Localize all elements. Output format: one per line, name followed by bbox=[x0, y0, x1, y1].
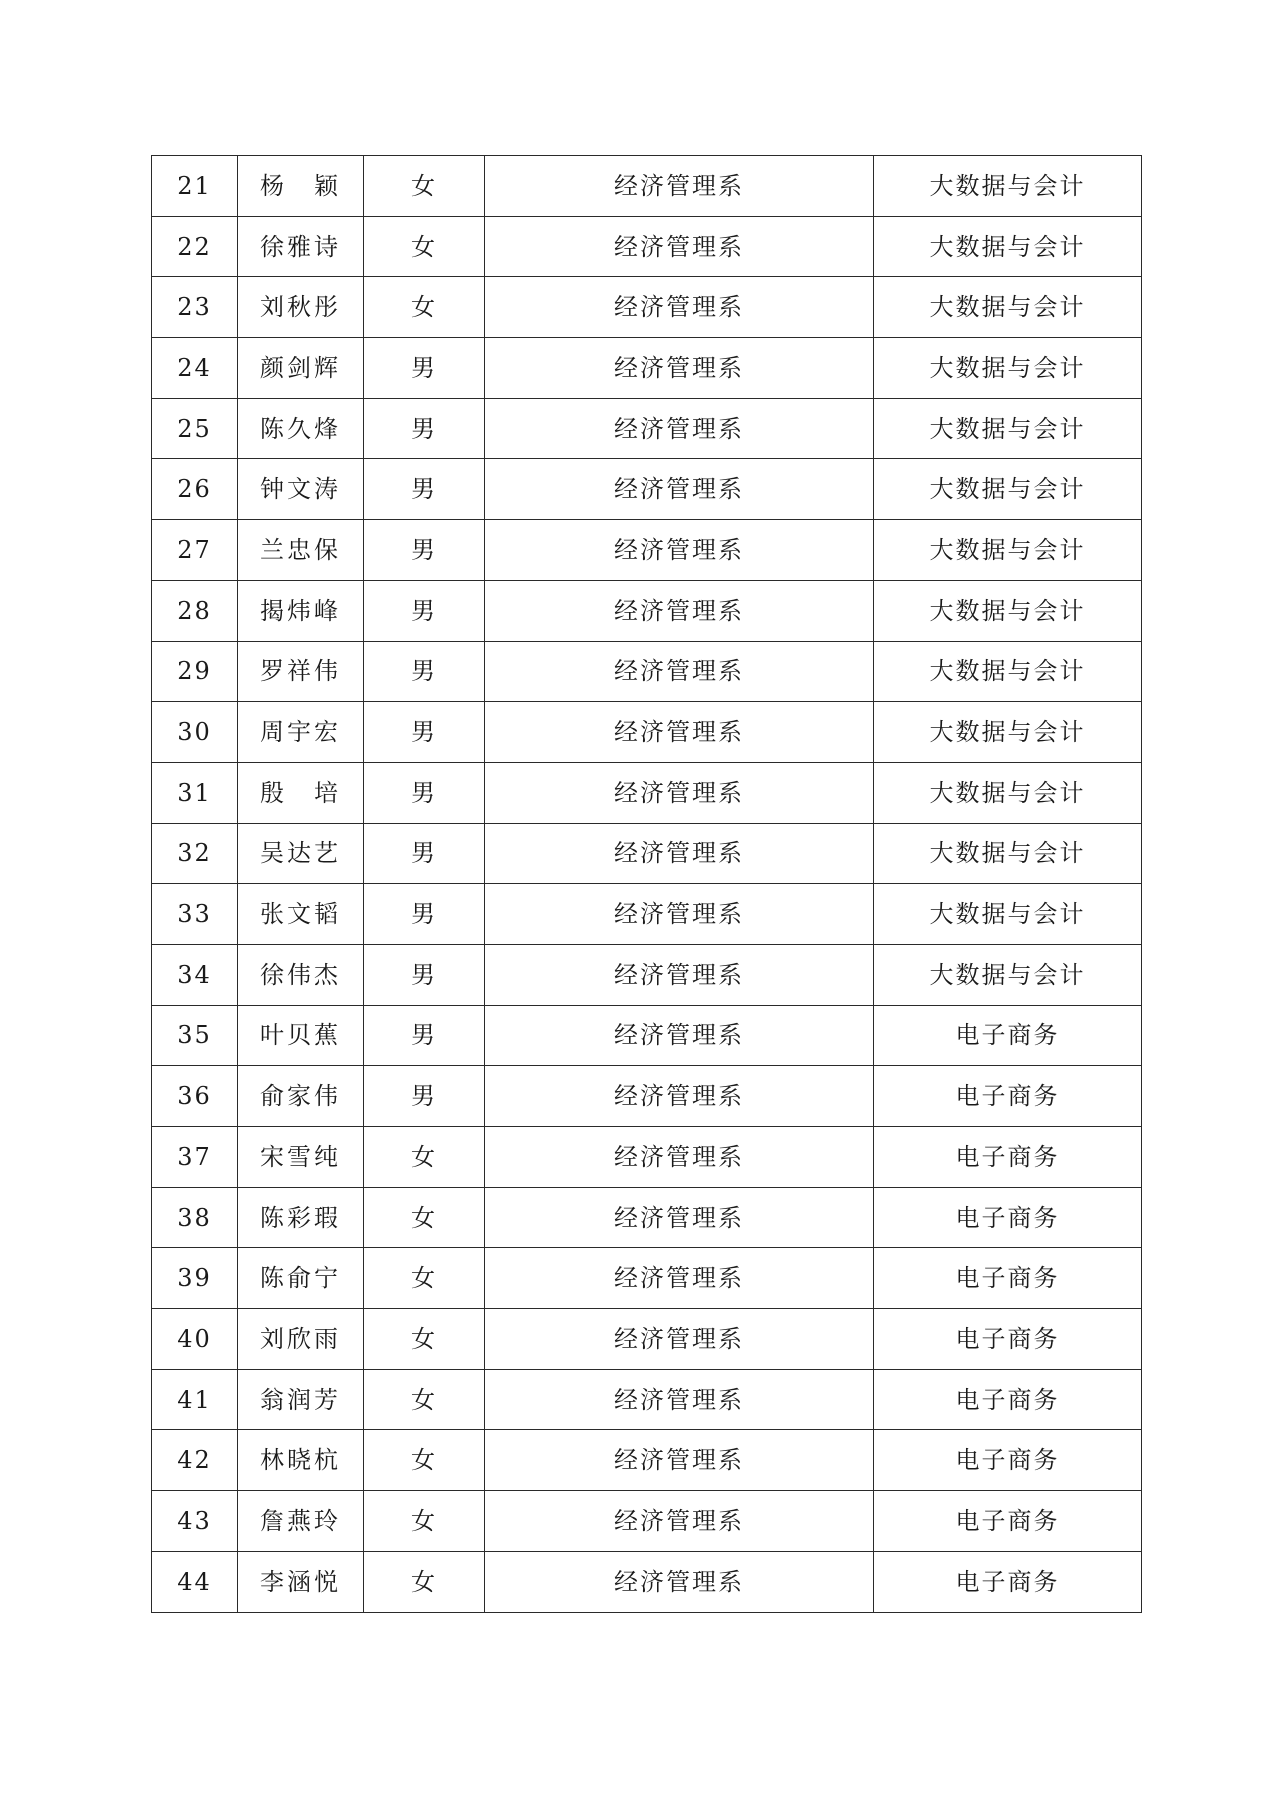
table-row bbox=[152, 1187, 1142, 1248]
cell-department: 经济管理系 bbox=[485, 1430, 874, 1491]
cell-name: 兰忠保 bbox=[238, 520, 364, 581]
cell-name: 宋雪纯 bbox=[238, 1127, 364, 1188]
cell-gender: 男 bbox=[364, 944, 485, 1005]
cell-major: 电子商务 bbox=[874, 1369, 1142, 1430]
table-row bbox=[152, 338, 1142, 399]
table-row bbox=[152, 580, 1142, 641]
cell-name: 吴达艺 bbox=[238, 823, 364, 884]
cell-major: 大数据与会计 bbox=[874, 459, 1142, 520]
cell-number: 36 bbox=[152, 1066, 238, 1127]
cell-major: 大数据与会计 bbox=[874, 641, 1142, 702]
cell-department: 经济管理系 bbox=[485, 398, 874, 459]
cell-name: 陈俞宁 bbox=[238, 1248, 364, 1309]
cell-name: 陈久烽 bbox=[238, 398, 364, 459]
cell-department: 经济管理系 bbox=[485, 1066, 874, 1127]
cell-gender: 男 bbox=[364, 338, 485, 399]
cell-major: 电子商务 bbox=[874, 1551, 1142, 1612]
cell-name: 刘欣雨 bbox=[238, 1309, 364, 1370]
cell-number: 38 bbox=[152, 1187, 238, 1248]
cell-number: 40 bbox=[152, 1309, 238, 1370]
cell-name: 罗祥伟 bbox=[238, 641, 364, 702]
cell-gender: 女 bbox=[364, 1187, 485, 1248]
cell-department: 经济管理系 bbox=[485, 156, 874, 217]
cell-major: 电子商务 bbox=[874, 1066, 1142, 1127]
cell-gender: 男 bbox=[364, 641, 485, 702]
cell-name: 周宇宏 bbox=[238, 702, 364, 763]
cell-gender: 男 bbox=[364, 702, 485, 763]
table-row bbox=[152, 520, 1142, 581]
cell-name: 詹燕玲 bbox=[238, 1491, 364, 1552]
cell-gender: 男 bbox=[364, 398, 485, 459]
cell-number: 24 bbox=[152, 338, 238, 399]
cell-number: 31 bbox=[152, 762, 238, 823]
cell-number: 21 bbox=[152, 156, 238, 217]
roster-body bbox=[152, 156, 1142, 1613]
cell-number: 29 bbox=[152, 641, 238, 702]
cell-name: 翁润芳 bbox=[238, 1369, 364, 1430]
cell-department: 经济管理系 bbox=[485, 520, 874, 581]
cell-department: 经济管理系 bbox=[485, 823, 874, 884]
cell-gender: 男 bbox=[364, 884, 485, 945]
cell-gender: 男 bbox=[364, 520, 485, 581]
cell-major: 大数据与会计 bbox=[874, 398, 1142, 459]
table-row bbox=[152, 944, 1142, 1005]
cell-name: 徐伟杰 bbox=[238, 944, 364, 1005]
cell-gender: 女 bbox=[364, 1430, 485, 1491]
cell-department: 经济管理系 bbox=[485, 459, 874, 520]
cell-department: 经济管理系 bbox=[485, 1248, 874, 1309]
table-row bbox=[152, 1248, 1142, 1309]
cell-major: 大数据与会计 bbox=[874, 702, 1142, 763]
cell-name: 张文韬 bbox=[238, 884, 364, 945]
table-row bbox=[152, 1491, 1142, 1552]
cell-number: 28 bbox=[152, 580, 238, 641]
cell-department: 经济管理系 bbox=[485, 1369, 874, 1430]
cell-name: 徐雅诗 bbox=[238, 216, 364, 277]
cell-number: 34 bbox=[152, 944, 238, 1005]
cell-department: 经济管理系 bbox=[485, 338, 874, 399]
cell-major: 电子商务 bbox=[874, 1248, 1142, 1309]
table-row bbox=[152, 277, 1142, 338]
cell-major: 电子商务 bbox=[874, 1127, 1142, 1188]
cell-name: 揭炜峰 bbox=[238, 580, 364, 641]
cell-gender: 女 bbox=[364, 1309, 485, 1370]
table-row bbox=[152, 702, 1142, 763]
cell-number: 22 bbox=[152, 216, 238, 277]
cell-major: 大数据与会计 bbox=[874, 580, 1142, 641]
cell-number: 23 bbox=[152, 277, 238, 338]
table-row bbox=[152, 1127, 1142, 1188]
cell-major: 电子商务 bbox=[874, 1005, 1142, 1066]
cell-number: 42 bbox=[152, 1430, 238, 1491]
cell-department: 经济管理系 bbox=[485, 702, 874, 763]
table-row bbox=[152, 398, 1142, 459]
cell-major: 大数据与会计 bbox=[874, 823, 1142, 884]
cell-major: 大数据与会计 bbox=[874, 944, 1142, 1005]
table-row bbox=[152, 459, 1142, 520]
table-row bbox=[152, 1551, 1142, 1612]
cell-name: 叶贝蕉 bbox=[238, 1005, 364, 1066]
cell-major: 大数据与会计 bbox=[874, 884, 1142, 945]
cell-department: 经济管理系 bbox=[485, 580, 874, 641]
cell-number: 39 bbox=[152, 1248, 238, 1309]
cell-gender: 女 bbox=[364, 277, 485, 338]
cell-department: 经济管理系 bbox=[485, 884, 874, 945]
cell-number: 30 bbox=[152, 702, 238, 763]
cell-number: 44 bbox=[152, 1551, 238, 1612]
cell-name: 颜剑辉 bbox=[238, 338, 364, 399]
cell-major: 电子商务 bbox=[874, 1309, 1142, 1370]
table-row bbox=[152, 1066, 1142, 1127]
cell-number: 32 bbox=[152, 823, 238, 884]
cell-name: 刘秋彤 bbox=[238, 277, 364, 338]
table-row bbox=[152, 823, 1142, 884]
cell-department: 经济管理系 bbox=[485, 762, 874, 823]
cell-department: 经济管理系 bbox=[485, 1491, 874, 1552]
table-row bbox=[152, 156, 1142, 217]
cell-name: 李涵悦 bbox=[238, 1551, 364, 1612]
cell-gender: 女 bbox=[364, 1369, 485, 1430]
cell-department: 经济管理系 bbox=[485, 1551, 874, 1612]
cell-name: 杨 颖 bbox=[238, 156, 364, 217]
student-roster-table bbox=[151, 155, 1142, 1613]
cell-gender: 女 bbox=[364, 1127, 485, 1188]
cell-name: 俞家伟 bbox=[238, 1066, 364, 1127]
cell-department: 经济管理系 bbox=[485, 277, 874, 338]
table-row bbox=[152, 1309, 1142, 1370]
cell-department: 经济管理系 bbox=[485, 216, 874, 277]
cell-gender: 男 bbox=[364, 1005, 485, 1066]
cell-name: 殷 培 bbox=[238, 762, 364, 823]
cell-number: 37 bbox=[152, 1127, 238, 1188]
cell-number: 43 bbox=[152, 1491, 238, 1552]
table-row bbox=[152, 884, 1142, 945]
cell-number: 26 bbox=[152, 459, 238, 520]
cell-number: 41 bbox=[152, 1369, 238, 1430]
cell-gender: 男 bbox=[364, 459, 485, 520]
cell-department: 经济管理系 bbox=[485, 1309, 874, 1370]
cell-department: 经济管理系 bbox=[485, 1005, 874, 1066]
cell-gender: 男 bbox=[364, 762, 485, 823]
table-row bbox=[152, 641, 1142, 702]
cell-gender: 女 bbox=[364, 156, 485, 217]
cell-number: 27 bbox=[152, 520, 238, 581]
cell-name: 钟文涛 bbox=[238, 459, 364, 520]
cell-department: 经济管理系 bbox=[485, 641, 874, 702]
table-row bbox=[152, 1369, 1142, 1430]
cell-gender: 女 bbox=[364, 1551, 485, 1612]
cell-number: 33 bbox=[152, 884, 238, 945]
cell-gender: 女 bbox=[364, 1248, 485, 1309]
cell-name: 林晓杭 bbox=[238, 1430, 364, 1491]
cell-name: 陈彩瑕 bbox=[238, 1187, 364, 1248]
table-row bbox=[152, 1430, 1142, 1491]
cell-major: 大数据与会计 bbox=[874, 216, 1142, 277]
cell-number: 35 bbox=[152, 1005, 238, 1066]
cell-major: 大数据与会计 bbox=[874, 520, 1142, 581]
cell-number: 25 bbox=[152, 398, 238, 459]
cell-department: 经济管理系 bbox=[485, 1187, 874, 1248]
cell-major: 电子商务 bbox=[874, 1491, 1142, 1552]
cell-major: 大数据与会计 bbox=[874, 762, 1142, 823]
cell-major: 大数据与会计 bbox=[874, 338, 1142, 399]
cell-major: 电子商务 bbox=[874, 1187, 1142, 1248]
cell-department: 经济管理系 bbox=[485, 1127, 874, 1188]
cell-major: 大数据与会计 bbox=[874, 277, 1142, 338]
cell-gender: 男 bbox=[364, 580, 485, 641]
table-row bbox=[152, 216, 1142, 277]
table-row bbox=[152, 762, 1142, 823]
table-row bbox=[152, 1005, 1142, 1066]
cell-gender: 女 bbox=[364, 1491, 485, 1552]
cell-department: 经济管理系 bbox=[485, 944, 874, 1005]
cell-major: 电子商务 bbox=[874, 1430, 1142, 1491]
cell-gender: 女 bbox=[364, 216, 485, 277]
cell-gender: 男 bbox=[364, 1066, 485, 1127]
cell-gender: 男 bbox=[364, 823, 485, 884]
cell-major: 大数据与会计 bbox=[874, 156, 1142, 217]
